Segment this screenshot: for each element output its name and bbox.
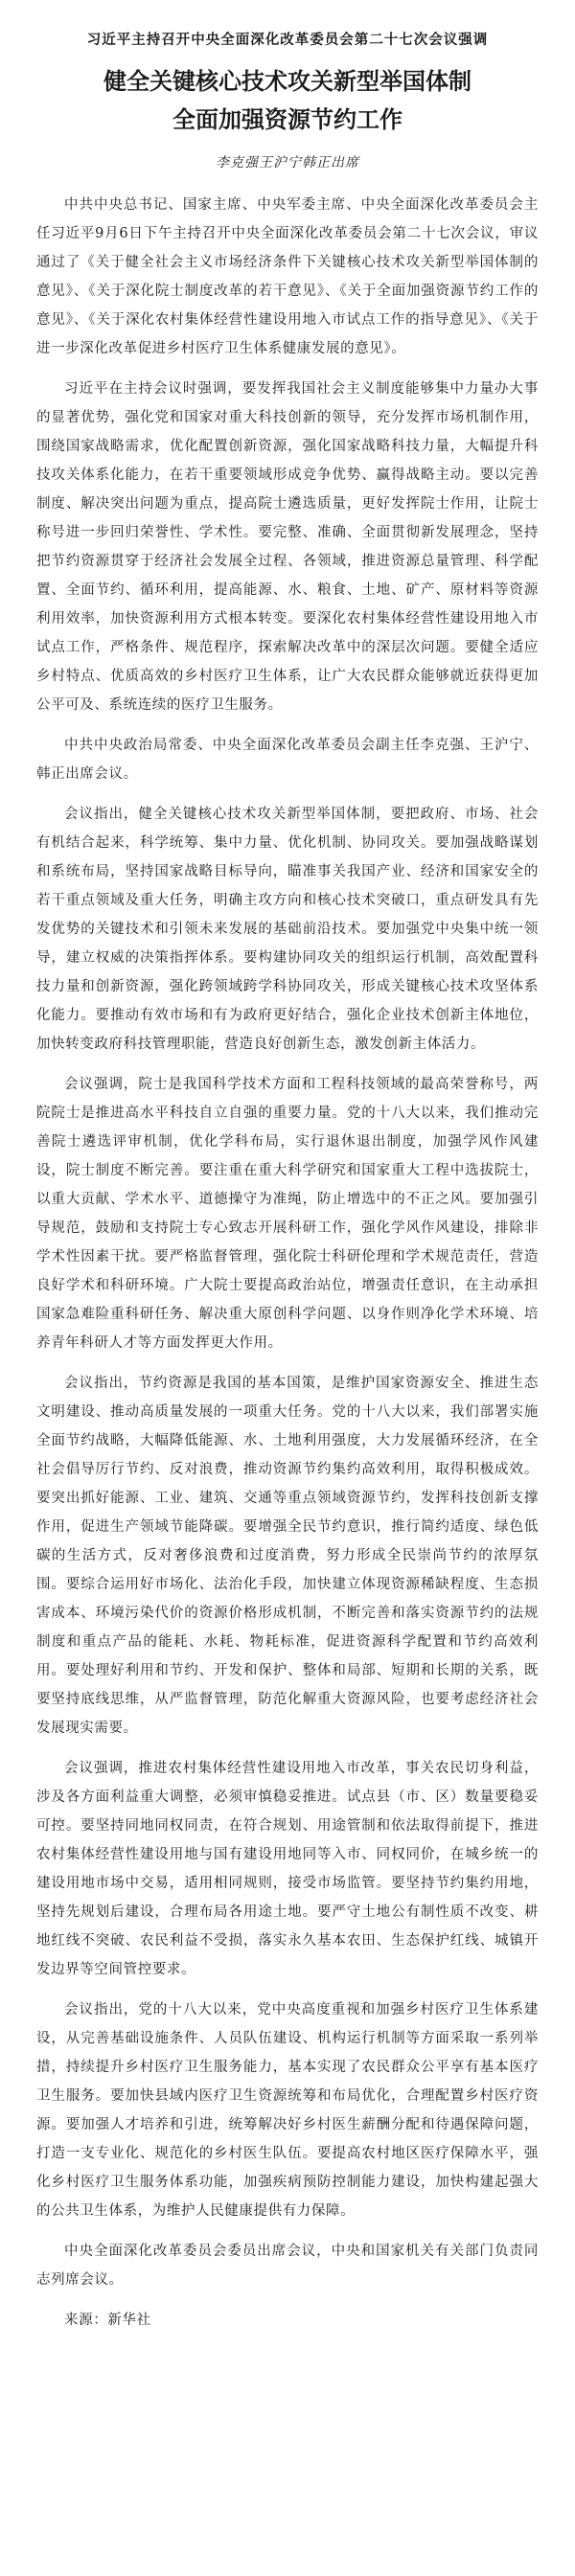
headline-line-2: 全面加强资源节约工作 <box>172 105 402 133</box>
article-kicker: 习近平主持召开中央全面深化改革委员会第二十七次会议强调 <box>86 32 489 48</box>
article-byline: 李克强王沪宁韩正出席 <box>216 155 359 171</box>
paragraph-7: 会议强调，推进农村集体经营性建设用地入市改革，事关农民切身利益，涉及各方面利益重大调整，必须审慎稳妥推进。试点县（市、区）数量要稳妥可控。要坚持同地同权同责，在符合规划、用途管制和依法取得前提下，推进农村集体经营性建设用地与国有建设用地同等入市、同权同价，在城乡统一的建设用地市场中交易，适用相同规则，接受市场监管。要坚持节约集约用地，坚持先规划后建设，合理布局各用途土地。要严守土地公有制性质不改变、耕地红线不突破、农民利益不受损，落实永久基本农田、生态保护红线、城镇开发边界等空间管控要求。 <box>36 1761 539 1977</box>
paragraph-6: 会议指出，节约资源是我国的基本国策，是维护国家资源安全、推进生态文明建设、推动高质量发展的一项重大任务。党的十八大以来，我们部署实施全面节约战略，大幅降低能源、水、土地利用强度，大力发展循环经济，在全社会倡导厉行节约、反对浪费，推动资源节约集约高效利用，取得积极成效。要突出抓好能源、工业、建筑、交通等重点领域资源节约，发挥科技创新支撑作用，促进生产领域节能降碳。要增强全民节约意识，推行简约适度、绿色低碳的生活方式，反对奢侈浪费和过度消费，努力形成全民崇尚节约的浓厚氛围。要综合运用好市场化、法治化手段，加快建立体现资源稀缺程度、生态损害成本、环境污染代价的资源价格形成机制，不断完善和落实资源节约的法规制度和重点产品的能耗、水耗、物耗标准，促进资源科学配置和节约高效利用。要处理好利用和节约、开发和保护、整体和局部、短期和长期的关系，既要坚持底线思维，从严监督管理，防范化解重大资源风险，也要考虑经济社会发展现实需要。 <box>36 1376 539 1736</box>
paragraph-5: 会议强调，院士是我国科学技术方面和工程科技领域的最高荣誉称号，两院院士是推进高水平科技自立自强的重要力量。党的十八大以来，我们推动完善院士遴选评审机制，优化学科布局，实行退休退出制度，加强学风作风建设，院士制度不断完善。要注重在重大科学研究和国家重大工程中选拔院士，以重大贡献、学术水平、道德操守为准绳，防止增选中的不正之风。要加强引导规范，鼓励和支持院士专心致志开展科研工作，强化学风作风建设，排除非学术性因素干扰。要严格监督管理，强化院士科研伦理和学术规范责任，营造良好学术和科研环境。广大院士要提高政治站位，增强责任意识，在主动承担国家急难险重科研任务、解决重大原创科学问题、以身作则净化学术环境、培养青年科研人才等方面发挥更大作用。 <box>36 1077 539 1351</box>
article-source: 来源：新华社 <box>64 2313 151 2328</box>
paragraph-2: 习近平在主持会议时强调，要发挥我国社会主义制度能够集中力量办大事的显著优势，强化党和国家对重大科技创新的领导，充分发挥市场机制作用，围绕国家战略需求，优化配置创新资源，强化国家战略科技力量，大幅提升科技攻关体系化能力，在若干重要领域形成竞争优势、赢得战略主动。要以完善制度、解决突出问题为重点，提高院士遴选质量，更好发挥院士作用，让院士称号进一步回归荣誉性、学术性。要完整、准确、全面贯彻新发展理念，坚持把节约资源贯穿于经济社会发展全过程、各领域，推进资源总量管理、科学配置、全面节约、循环利用，提高能源、水、粮食、土地、矿产、原材料等资源利用效率，加快资源利用方式根本转变。要深化农村集体经营性建设用地入市试点工作，严格条件、规范程序，探索解决改革中的深层次问题。要健全适应乡村特点、优质高效的乡村医疗卫生体系，让广大农民群众能够就近获得更加公平可及、系统连续的医疗卫生服务。 <box>36 381 539 713</box>
paragraph-9: 中央全面深化改革委员会委员出席会议，中央和国家机关有关部门负责同志列席会议。 <box>36 2244 539 2288</box>
headline-line-1: 健全关键核心技术攻关新型举国体制 <box>104 67 472 95</box>
article-headline <box>36 62 539 139</box>
paragraph-8: 会议指出，党的十八大以来，党中央高度重视和加强乡村医疗卫生体系建设，从完善基础设施条件、人员队伍建设、机构运行机制等方面采取一系列举措，持续提升乡村医疗卫生服务能力，基本实现了农民群众公平享有基本医疗卫生服务。要加快县域内医疗卫生资源统筹和布局优化，合理配置乡村医疗资源。要加强人才培养和引进，统筹解决好乡村医生薪酬分配和待遇保障问题，打造一支专业化、规范化的乡村医生队伍。要提高农村地区医疗保障水平，强化乡村医疗卫生服务体系功能，加强疾病预防控制能力建设，加快构建起强大的公共卫生体系，为维护人民健康提供有力保障。 <box>36 2002 539 2219</box>
paragraph-4: 会议指出，健全关键核心技术攻关新型举国体制，要把政府、市场、社会有机结合起来，科学统筹、集中力量、优化机制、协同攻关。要加强战略谋划和系统布局，坚持国家战略目标导向，瞄准事关我国产业、经济和国家安全的若干重点领域及重大任务，明确主攻方向和核心技术突破口，重点研发具有先发优势的关键技术和引领未来发展的基础前沿技术。要加强党中央集中统一领导，建立权威的决策指挥体系。要构建协同攻关的组织运行机制，高效配置科技力量和创新资源，强化跨领域跨学科协同攻关，形成关键核心技术攻坚体系化能力。要推动有效市场和有为政府更好结合，强化企业技术创新主体地位，加快转变政府科技管理职能，营造良好创新生态，激发创新主体活力。 <box>36 807 539 1052</box>
paragraph-1: 中共中央总书记、国家主席、中央军委主席、中央全面深化改革委员会主任习近平9月6日下午主持召开中央全面深化改革委员会第二十七次会议，审议通过了《关于健全社会主义市场经济条件下关键核心技术攻关新型举国体制的意见》、《关于深化院士制度改革的若干意见》、《关于全面加强资源节约工作的意见》、《关于深化农村集体经营性建设用地入市试点工作的指导意见》、《关于进一步深化改革促进乡村医疗卫生体系健康发展的意见》。 <box>36 197 539 356</box>
paragraph-3: 中共中央政治局常委、中央全面深化改革委员会副主任李克强、王沪宁、韩正出席会议。 <box>36 738 539 782</box>
